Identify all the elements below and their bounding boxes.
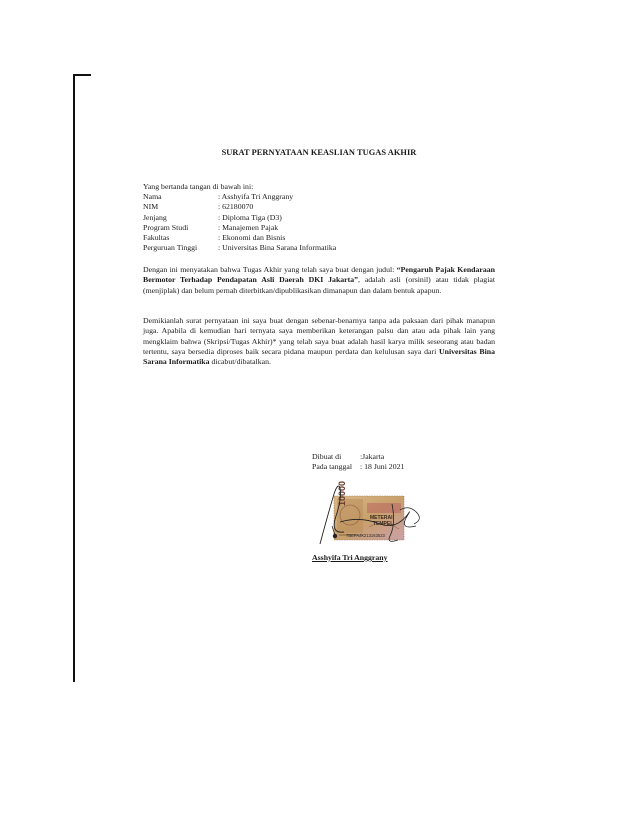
- signer-name: Asshyifa Tri Anggrany: [312, 553, 388, 562]
- date-value: : 18 Juni 2021: [360, 462, 405, 472]
- field-label: NIM: [143, 202, 159, 212]
- document-title: SURAT PERNYATAAN KEASLIAN TUGAS AKHIR: [221, 148, 417, 157]
- field-row-nim: [143, 202, 336, 212]
- field-value: : Diploma Tiga (D3): [218, 212, 282, 222]
- institution-name: Universitas Bina Sarana Informatika: [143, 346, 496, 367]
- stamp-value: 10000: [337, 480, 347, 506]
- field-label: Nama: [143, 192, 162, 201]
- thesis-title: “Pengaruh Pajak Kendaraan Bermotor Terhadap Pendapatan Asli Daerah DKI Jakarta”: [143, 265, 495, 285]
- field-row-program-studi: [143, 223, 336, 233]
- date-row: [312, 462, 404, 472]
- signature-place-date: [312, 452, 404, 473]
- field-label: Jenjang: [143, 212, 167, 222]
- field-value: : Ekonomi dan Bisnis: [218, 233, 286, 243]
- declaration-text: Demikianlah surat pernyataan ini saya buat dengan sebenar-benarnya tanpa ada paksaan dari pihak manapun juga. Apabila di kemudian hari ternyata saya memberikan keterangan palsu dan atau ada pihak lain yang mengklaim bahwa (Skripsi/Tugas Akhir)* yang telah saya buat adalah hasil karya milik seseorang atau badan tertentu, saya bersedia diproses baik secara pidana maupun perdata dan kelulusan saya dari: [143, 316, 495, 356]
- place-value: :Jakarta: [360, 452, 385, 461]
- declaration-text-continued: dicabut/dibatalkan.: [209, 357, 271, 367]
- field-value: : 62180070: [218, 202, 254, 212]
- date-label: Pada tanggal: [312, 462, 353, 472]
- field-value: : Asshyifa Tri Anggrany: [218, 192, 294, 201]
- field-row-perguruan-tinggi: [143, 243, 336, 253]
- statement-paragraph: [143, 265, 495, 296]
- stamp-serial: 7BEFAJX213163523: [346, 533, 385, 538]
- field-label: Perguruan Tinggi: [143, 243, 198, 253]
- field-label: Fakultas: [143, 233, 170, 243]
- statement-text-continued: , adalah asli (orsinil) atau tidak plagiat (menjiplak) dan belum pernah diterbitkan/dipublikasikan dimanapun dan dalam bentuk apapun.: [143, 275, 495, 295]
- scan-border-vertical: [73, 74, 75, 682]
- field-row-nama: [143, 192, 336, 202]
- field-row-fakultas: [143, 233, 336, 243]
- stamp-label-meterai: METERAI: [370, 515, 393, 521]
- field-row-jenjang: [143, 213, 336, 223]
- statement-text: Dengan ini menyatakan bahwa Tugas Akhir yang telah saya buat dengan judul:: [143, 265, 397, 274]
- intro-text: Yang bertanda tangan di bawah ini:: [143, 182, 254, 191]
- identity-table: [143, 192, 336, 254]
- field-label: Program Studi: [143, 222, 189, 232]
- place-row: [312, 452, 404, 462]
- field-value: : Manajemen Pajak: [218, 222, 279, 232]
- place-label: Dibuat di: [312, 452, 342, 461]
- stamp-label-tempel: TEMPEL: [373, 521, 394, 527]
- handwritten-signature: [300, 474, 450, 554]
- declaration-paragraph: [143, 316, 495, 367]
- field-value: : Universitas Bina Sarana Informatika: [218, 243, 337, 253]
- scan-border-corner: [73, 74, 91, 76]
